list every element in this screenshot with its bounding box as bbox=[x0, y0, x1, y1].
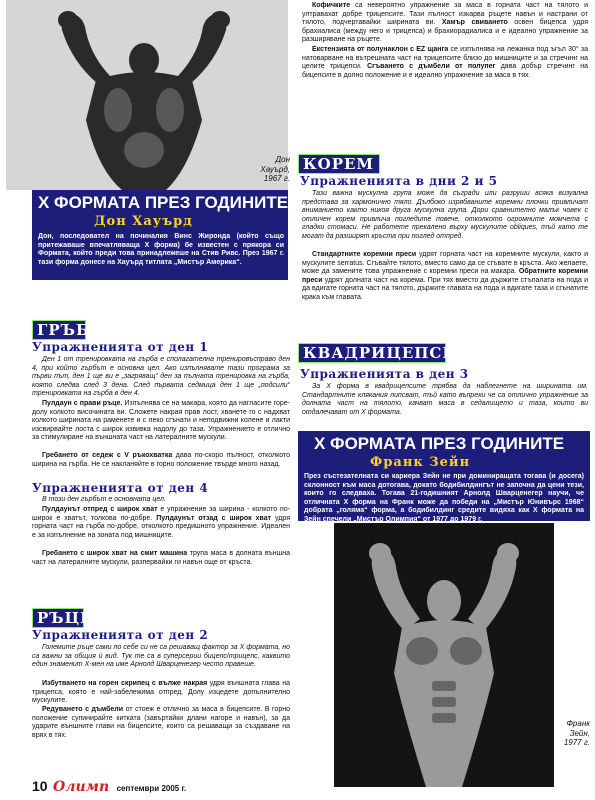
back-day1-title: Упражненията от ден 1 bbox=[32, 340, 209, 354]
arms-day2-title: Упражненията от ден 2 bbox=[32, 628, 209, 642]
magazine-logo: Олимп bbox=[53, 779, 110, 795]
abs-paragraph2 bbox=[302, 251, 588, 337]
back-heading bbox=[32, 320, 90, 340]
footer bbox=[32, 778, 186, 796]
arms-paragraph2 bbox=[32, 680, 290, 706]
quads-day-title: Упражненията в ден 3 bbox=[300, 367, 469, 381]
caption-line: Зейн, bbox=[569, 728, 590, 738]
back-day1-paragraph1: Ден 1 от тренировката на гърба е сполагателна тренировъсправо ден 4, при който гърбът е основна цел. Ако изпълнявате тази програма за първи път, ден 1 ще ви е „загряващ“ ден за пълната тренировка на гърба, която следва след 3 дена. След първата седмица ден 1 ще „подсили“ тренировката на гърба в ден 4. bbox=[32, 356, 290, 398]
text-span: е упражнение за ширина - колкото по-широк е хватът, толкова по-добре. bbox=[32, 506, 290, 522]
text-span: трупа маса в долната външна част на латералните мускули, разпервайки ги навън още от кръста. bbox=[32, 550, 290, 566]
text-span: удрят горната част на коремните мускули, както и мускулите serratus. Сгъвайте тялото, вместо само да се сгъвате в кръста. Ако желаете, може да замените това упражнение с коремни преси на макара. bbox=[302, 251, 588, 276]
abs-paragraph1: Тази важна мускулна група може да съгради или разруши всяка визуална представа за хармонично тяло. Дълбоко изрябваните коремни плочки привличат вниманието както никоя друга мускулна група. Дори сравнително малък човек с отличен корем привлича погледите повече, отколкото огромните момчета с гладки стомаси. Не работете прекалено върху мускулите obliques, тъй като те могат да разширят кръста при поглед отпред. bbox=[302, 190, 588, 240]
dips: Кофичките bbox=[312, 2, 351, 9]
back-day4-title: Упражненията от ден 4 bbox=[32, 481, 209, 495]
col2-paragraph1 bbox=[302, 2, 588, 45]
zane-intro: През състезателната си кариера Зейн не при доминиращата тогава (и досега) склонност към маса дотогава, докато бодибилдингът не започна да цени тези, които го следваха. Тогава 21-годишният Арнолд Шварценегер научи, че отличната Х форма на Франк може да победи на „Мистър Юнивърс 1968“ добрата „голяма“ форма, а бодибилдинг средите видяха как Х формата на Зейн спечели „Мистър Олимпия“ от 1977 до 1979 г. bbox=[304, 473, 584, 523]
quads-paragraph1: За Х форма в квадрицепсите трябва да наблегнете на ширината им. Стандартните клякания липсват, тъй като въпреки че са отлично упражнение за долната част на тялото, качват маса в седалището и таза, които ви отдалечават от Х формата. bbox=[302, 383, 588, 416]
howard-name: Дон Хауърд bbox=[94, 214, 193, 229]
quads-heading bbox=[298, 343, 458, 363]
text-span: освен бицепса удря брахиалиса (между него и трицепса) и брахиорадиалиса и е идеално упражнение за разширяване на ръцете. bbox=[302, 19, 588, 44]
arms-heading bbox=[32, 608, 93, 628]
reverse-crunches: Обратните коремни преси bbox=[302, 268, 588, 284]
caption-line: Дон bbox=[275, 155, 290, 164]
smith-row: Гребането с широк хват на смит машина bbox=[42, 550, 188, 557]
caption-line: Франк bbox=[566, 719, 590, 728]
text-span: дава добър стречинг на бицепсите в долно положение и е идеално упражнение за маса в тях. bbox=[302, 63, 588, 79]
back-heading-label: ГРЪБ bbox=[37, 321, 90, 339]
caption-line: 1977 г. bbox=[563, 738, 590, 747]
caption-line: 1967 г. bbox=[263, 174, 290, 183]
back-day4-paragraph1: В този ден гърбът е основната цел. bbox=[42, 496, 166, 503]
wide-grip-pulldown: Пулдаунът отпред с широк хват bbox=[42, 506, 158, 513]
zane-title: Х ФОРМАТА ПРЕЗ ГОДИНИТЕ bbox=[314, 434, 565, 453]
text-span: дава по-скоро пълност, отколкото ширина на гърба. Не се накланяйте в горно положение твърде много назад. bbox=[32, 452, 290, 468]
page-number: 10 bbox=[32, 778, 48, 794]
arms-heading-label: РЪЦЕ bbox=[37, 609, 93, 627]
standard-crunches: Стандартните коремни преси bbox=[312, 251, 417, 258]
text-span: удря външната глава на трицепса, която е най-забележима отпред. Долу изцедете допълнително мускулите. bbox=[32, 680, 290, 705]
back-day1-paragraph2 bbox=[32, 400, 290, 452]
text-span: удря горната част на гърба по-добре, отколкото предишното упражнение. Идеален е за изпълнение на зоната под мишниците. bbox=[32, 514, 290, 539]
col2-paragraph2 bbox=[302, 46, 588, 98]
zane-name: Франк Зейн bbox=[370, 455, 471, 470]
rope-pushdown: Избутването на горен скрипец с вълже накрая bbox=[42, 680, 208, 687]
text-span: са невероятно упражнение за маса в горната част на тялото и ултравахат добре трицепсите. Тази пълност изкарва ръцете навън и настрани от тялото, подчертавайки ширината ви. bbox=[302, 2, 588, 27]
issue-date: септември 2005 г. bbox=[116, 784, 187, 793]
quads-heading-label: КВАДРИЦЕПСИ bbox=[303, 344, 458, 362]
abs-heading bbox=[298, 154, 380, 174]
abs-day-title: Упражненията в дни 2 и 5 bbox=[300, 174, 498, 188]
don-howard-caption bbox=[240, 155, 290, 184]
howard-intro: Дон, последовател на починалия Винс Жиронда (който също притежаваше впечатляваща Х форма) бе известен с прякора си Формата, който преди това принадлежеше на Стив Ривс. През 1967 г. тази форма донесе на Хауърд титлата „Мистър Америка“. bbox=[38, 233, 284, 266]
frank-zane-caption bbox=[536, 719, 590, 748]
text-span: от стоеж е отлично за маса в бицепсите. В горно положение супинирайте китката (завъртайки длани нагоре и навън), за да ударите външните глави на бицепсите, които са решаващи за създаване на врях в тях. bbox=[32, 706, 290, 739]
howard-title: Х ФОРМАТА ПРЕЗ ГОДИНИТЕ bbox=[38, 193, 289, 212]
hammer-curl: Хамър свиването bbox=[441, 19, 508, 27]
alternate-dumbbell-curl: Редуването с дъмбели bbox=[42, 706, 124, 713]
arms-paragraph3 bbox=[32, 706, 290, 758]
seated-row: Гребането от седеж с V ръкохватка bbox=[42, 452, 173, 459]
incline-dumbbell-curl: Сгъването с дъмбели от полупег bbox=[367, 63, 496, 71]
arms-paragraph1: Големите ръце сами по себе си не са решаващ фактор за Х формата, но са важни за общия ѝ вид. Тук те са в суперсерии бицепс/трицепс, каквито един знаменит Х-мен на име Арнолд Шварценегер често правеше. bbox=[32, 644, 290, 669]
straight-arm-pulldown: Пулдаун с прави ръце. bbox=[42, 400, 123, 407]
caption-line: Хауърд, bbox=[260, 164, 290, 174]
incline-ez-extension: Екстензията от полунаклон с EZ щанга bbox=[312, 46, 449, 53]
back-day4-paragraph2 bbox=[32, 506, 290, 549]
abs-heading-label: КОРЕМ bbox=[303, 155, 375, 173]
back-day1-paragraph3 bbox=[32, 452, 290, 478]
back-day4-paragraph3 bbox=[32, 550, 290, 576]
behind-neck-pulldown: Пулдаунът отзад с широк хват bbox=[156, 514, 272, 522]
text-span: Изпълнява се на макара, която да нагласите горе-долу колкото височината ви. Сложете накрая прав лост, хванете го с надхват колкото ширината на раменете и с леко сгънати и неподвижни колене и лакти изсвирвайте лоста с широк извивка надолу до таза. Упражнението е отлично за стимулиране на външната част на латералните мускули. bbox=[32, 400, 290, 442]
text-span: удрят долната част на корема. При тях вместо да държите стъпалата на пода и да вдигате горната част на тялото, държите главата на пода и вдигате таза и сгънатите крака към главата. bbox=[302, 276, 588, 301]
text-span: се изпълнява на лежанка под ъгъл 30° за натоварване на вътрешната част на трицепсите близо до мишниците и за стречинг на целите трицепси. bbox=[302, 46, 588, 71]
